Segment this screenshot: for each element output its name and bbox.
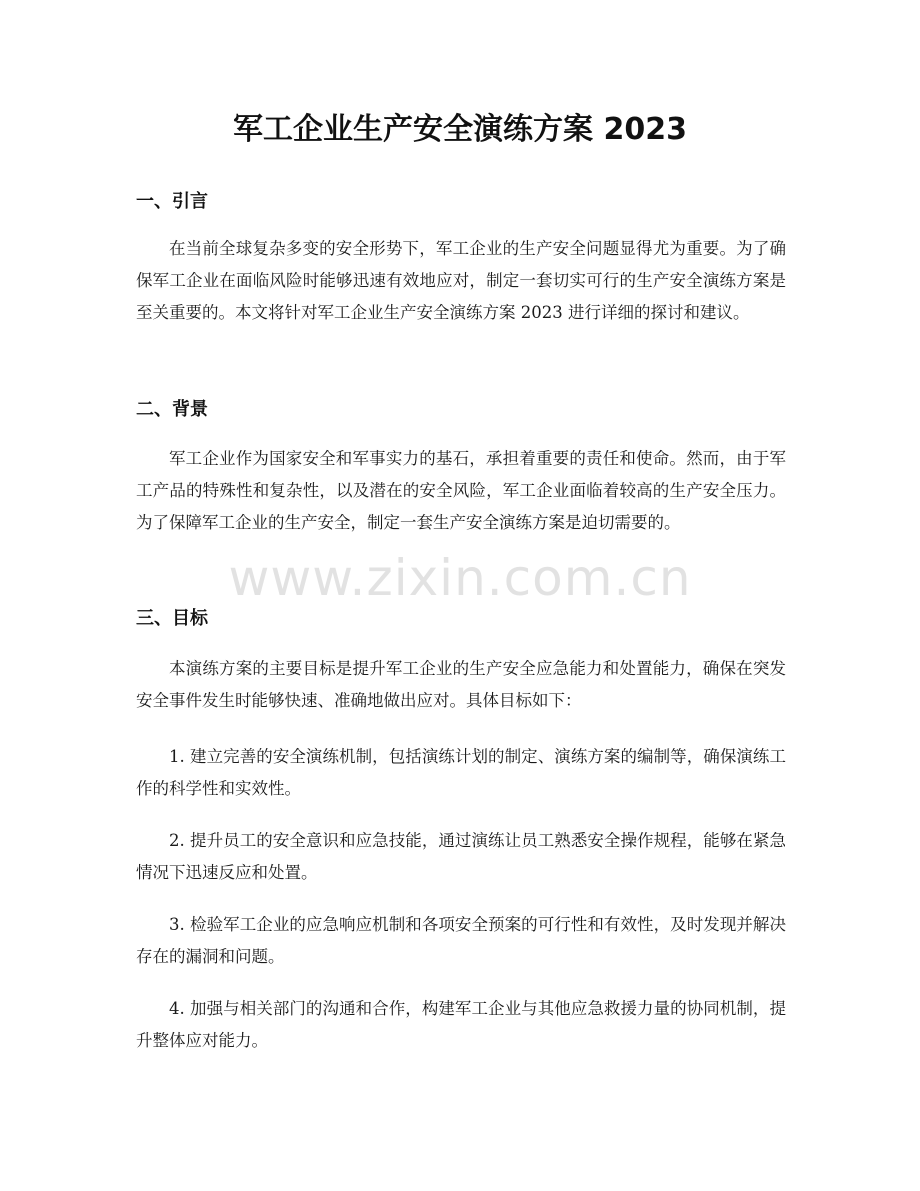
list-item: 3. 检验军工企业的应急响应机制和各项安全预案的可行性和有效性，及时发现并解决存在的漏洞和问题。 (136, 915, 786, 966)
goal-item-2 (136, 825, 786, 889)
section-goals-intro (136, 653, 786, 717)
list-item: 2. 提升员工的安全意识和应急技能，通过演练让员工熟悉安全操作规程，能够在紧急情况下迅速反应和处置。 (136, 831, 786, 882)
section-background (136, 397, 786, 423)
list-item: 4. 加强与相关部门的沟通和合作，构建军工企业与其他应急救援力量的协同机制，提升整体应对能力。 (136, 999, 786, 1050)
section-introduction-body (136, 233, 786, 329)
goal-item-3 (136, 909, 786, 973)
section-introduction (136, 189, 786, 215)
list-item: 1. 建立完善的安全演练机制，包括演练计划的制定、演练方案的编制等，确保演练工作的科学性和实效性。 (136, 747, 786, 798)
section-goals (136, 606, 786, 632)
section-heading: 一、引言 (136, 191, 208, 212)
paragraph: 在当前全球复杂多变的安全形势下，军工企业的生产安全问题显得尤为重要。为了确保军工企业在面临风险时能够迅速有效地应对，制定一套切实可行的生产安全演练方案是至关重要的。本文将针对军工企业生产安全演练方案 2023 进行详细的探讨和建议。 (136, 239, 786, 322)
paragraph: 军工企业作为国家安全和军事实力的基石，承担着重要的责任和使命。然而，由于军工产品的特殊性和复杂性，以及潜在的安全风险，军工企业面临着较高的生产安全压力。为了保障军工企业的生产安全，制定一套生产安全演练方案是迫切需要的。 (136, 449, 786, 532)
section-background-body (136, 443, 786, 539)
goal-item-4 (136, 993, 786, 1057)
paragraph: 本演练方案的主要目标是提升军工企业的生产安全应急能力和处置能力，确保在突发安全事件发生时能够快速、准确地做出应对。具体目标如下： (136, 659, 786, 710)
section-heading: 二、背景 (136, 399, 208, 420)
watermark: www.zixin.com.cn (228, 549, 692, 607)
document-title: 军工企业生产安全演练方案 2023 (233, 112, 687, 147)
section-heading: 三、目标 (136, 608, 208, 629)
goal-item-1 (136, 741, 786, 805)
